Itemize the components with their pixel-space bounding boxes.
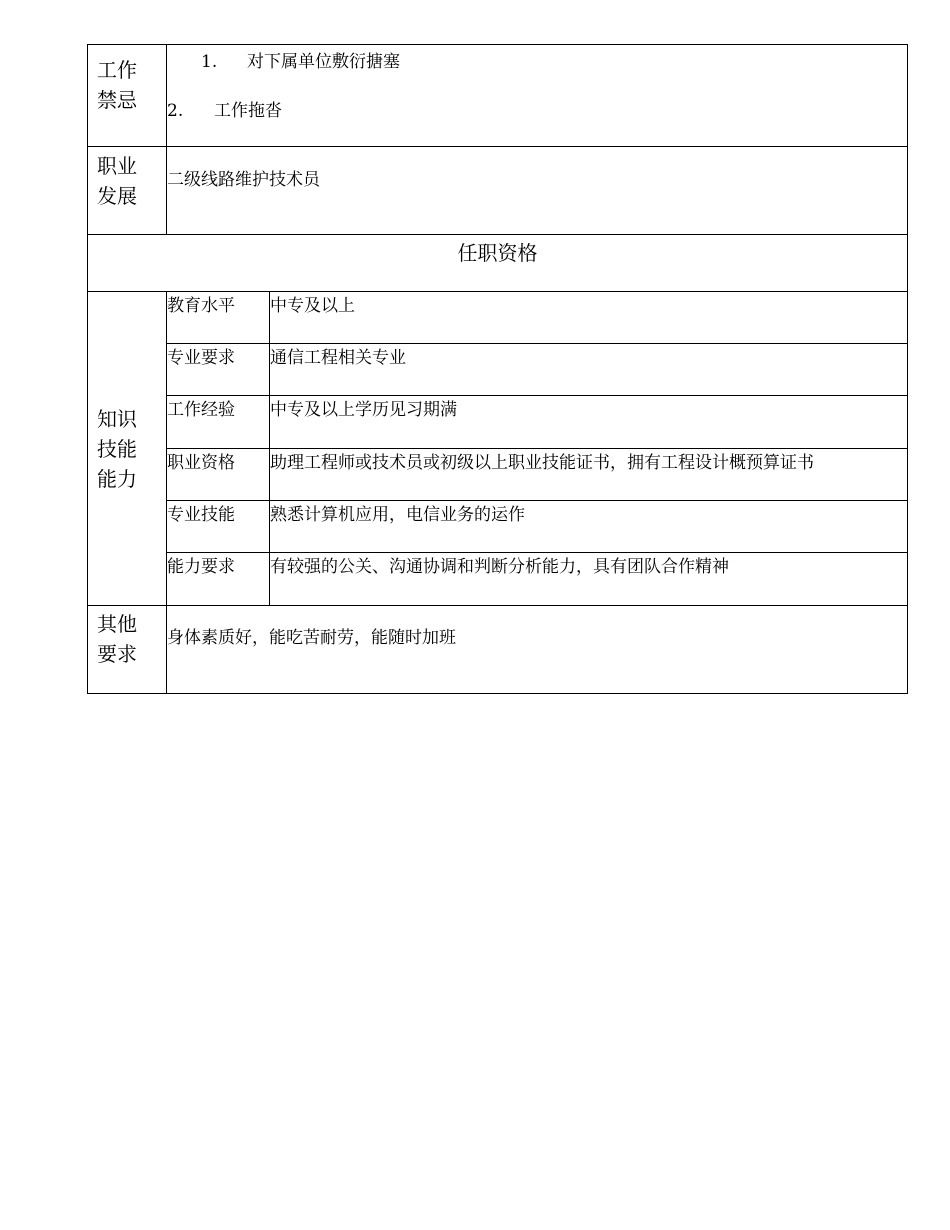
row-label: 职业资格 (167, 449, 270, 501)
row-value: 有较强的公关、沟通协调和判断分析能力，具有团队合作精神 (270, 553, 908, 606)
career-value: 二级线路维护技术员 (167, 147, 908, 235)
skills-label: 知识 技能 能力 (88, 292, 167, 606)
job-requirements-table (87, 44, 908, 694)
table-row (88, 292, 908, 344)
row-label: 能力要求 (167, 553, 270, 606)
career-row (88, 147, 908, 235)
prohibitions-label: 工作 禁忌 (88, 45, 167, 147)
row-value: 熟悉计算机应用，电信业务的运作 (270, 501, 908, 553)
career-label: 职业 发展 (88, 147, 167, 235)
row-label: 教育水平 (167, 292, 270, 344)
row-value: 助理工程师或技术员或初级以上职业技能证书，拥有工程设计概预算证书 (270, 449, 908, 501)
other-row (88, 606, 908, 694)
table-row (88, 449, 908, 501)
table-row (88, 501, 908, 553)
row-label: 专业要求 (167, 344, 270, 396)
row-label: 专业技能 (167, 501, 270, 553)
list-item: 1. 对下属单位敷衍搪塞 (201, 52, 400, 72)
row-value: 中专及以上 (270, 292, 908, 344)
row-value: 通信工程相关专业 (270, 344, 908, 396)
table-row (88, 396, 908, 449)
table-row (88, 344, 908, 396)
other-label: 其他 要求 (88, 606, 167, 694)
prohibitions-content (167, 45, 908, 147)
list-item: 2. 工作拖沓 (167, 101, 282, 121)
row-label: 工作经验 (167, 396, 270, 449)
row-value: 中专及以上学历见习期满 (270, 396, 908, 449)
prohibitions-row (88, 45, 908, 147)
other-value: 身体素质好，能吃苦耐劳，能随时加班 (167, 606, 908, 694)
table-row (88, 553, 908, 606)
qualifications-header-row (88, 235, 908, 292)
section-title: 任职资格 (88, 235, 908, 292)
